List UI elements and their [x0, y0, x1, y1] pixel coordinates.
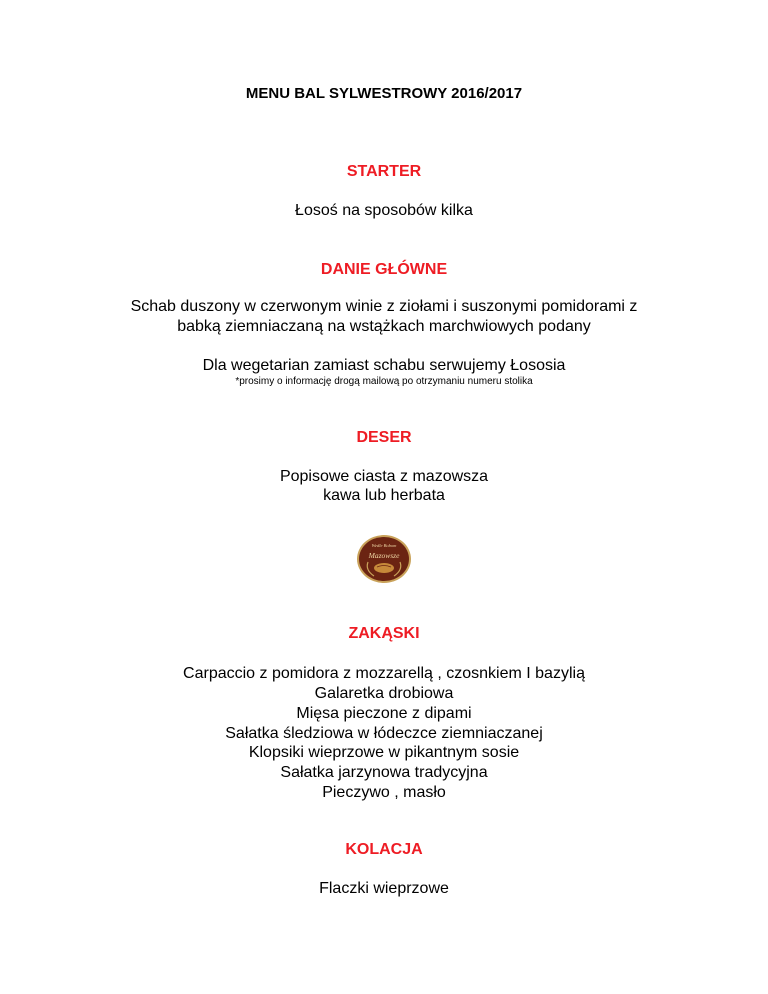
menu-item: Pieczywo , masło: [322, 784, 446, 801]
section-heading-dessert: DESER: [356, 429, 412, 446]
menu-item: Carpaccio z pomidora z mozzarellą , czosnkiem I bazylią: [183, 665, 585, 682]
menu-item-vegetarian: Dla wegetarian zamiast schabu serwujemy Łososia: [202, 357, 566, 374]
menu-title: MENU BAL SYLWESTROWY 2016/2017: [245, 85, 523, 102]
menu-item: kawa lub herbata: [323, 487, 445, 504]
bakery-logo-icon: [356, 534, 412, 584]
section-heading-starter: STARTER: [346, 163, 422, 180]
menu-item: Sałatka śledziowa w łódeczce ziemniaczanej: [225, 725, 543, 742]
section-heading-supper: KOLACJA: [345, 841, 423, 858]
menu-item: Schab duszony w czerwonym winie z ziołami i suszonymi pomidorami z: [130, 298, 638, 315]
bakery-logo-graphic: [356, 534, 412, 584]
vegetarian-note: *prosimy o informację drogą mailową po otrzymaniu numeru stolika: [235, 376, 533, 387]
menu-item: Klopsiki wieprzowe w pikantnym sosie: [248, 744, 520, 761]
logo-bread: [374, 563, 394, 573]
menu-item: Łosoś na sposobów kilka: [295, 202, 473, 219]
menu-item: Flaczki wieprzowe: [319, 880, 449, 897]
menu-item: babką ziemniaczaną na wstążkach marchwiowych podany: [177, 318, 591, 335]
menu-item: Mięsa pieczone z dipami: [296, 705, 472, 722]
menu-item: Galaretka drobiowa: [314, 685, 454, 702]
menu-item: Sałatka jarzynowa tradycyjna: [280, 764, 488, 781]
logo-top-text: Wedle Bobom: [371, 543, 397, 548]
menu-item: Popisowe ciasta z mazowsza: [279, 468, 489, 485]
section-heading-main: DANIE GŁÓWNE: [320, 261, 448, 278]
logo-name-text: Mazowsze: [368, 551, 400, 560]
section-heading-appetizers: ZAKĄSKI: [348, 625, 420, 642]
